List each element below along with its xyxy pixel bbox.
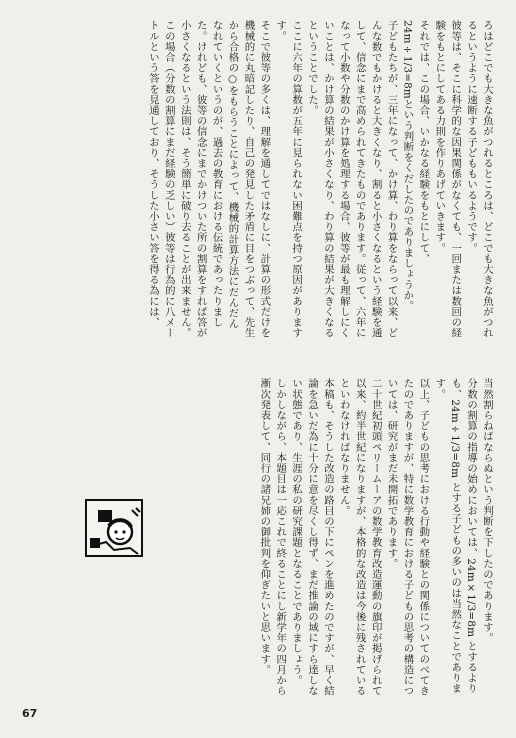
lower-paragraph: 分数の割算の指導の始めにおいては、24m×1/3=8m とするよりも、24m÷1/3=8m とする子どもの多いのは当然なことであります。 — [433, 378, 478, 694]
lower-paragraph: 当然割らねばならぬという判断を下したのであります。 — [481, 378, 493, 643]
upper-paragraph: それでは、この場合、いかなる経験をもとにして、24m÷1/3=8mという判断をくだしたのでありましょうか。 — [401, 20, 430, 311]
lower-paragraph: 本稿も、そうした改造の路目の下にペンを進めたのですが、早く結論を急いだ為に十分に意を尽くし得ず、まだ推論の域にすら達しない状態であり、生涯の私の研究課題となることでありましょう。 — [290, 378, 334, 696]
upper-paragraph: この場合（分数の割算にまだ経験の乏しい）彼等は行為的に八メートルという答を見通しており、そうした小さい答を得る為には、 — [146, 20, 175, 338]
page-number: 67 — [22, 707, 38, 720]
upper-paragraph: ろはどこでも大きな魚がつれるところは、どこでも大きな魚がつれるというように速断する子どももいるようです。 — [465, 20, 493, 338]
lower-paragraph: しかしながら、本題目は一応これで終ることにし新学年の四月から漸次発表して、同行の諸兄姉の御批判を仰ぎたいと思います。 — [258, 378, 287, 696]
lower-text-block — [194, 378, 494, 696]
child-illustration — [80, 496, 148, 562]
lower-paragraph: 以上、子どもの思考における行動や経験との関係についてのべてきたのでありますが、特に数学教育における子どもの思考の構造については、研究がまだ未開拓であります。 — [385, 378, 430, 696]
upper-paragraph: 子どもたちが、三年になって、かけ算、わり算をならって以来、どんな数でもかけると大きくなり、割ると小さくなるという経験を通して、信念にまで高められてきたものであります。従って、六年になって小数や分数のかけ算を処理する場合、彼等が最も理解しにくいことは、かけ算の結果が小さくなり、わり算の結果が大きくなるということでした。 — [306, 20, 398, 338]
upper-paragraph: 彼等は、そこに科学的な因果関係がなくても、一回または数回の経験をもとにしてある力則を作りあげていきます。 — [433, 20, 462, 338]
upper-text-block — [16, 20, 494, 338]
lower-paragraph: 二十世紀初頭ペリームーアの数学教育改造運動の旗印が掲げられて以来、約半世紀になりますが、本格的な改造は今後に残されているといわなければなりません。 — [337, 378, 382, 696]
upper-paragraph: そこで彼等の多くは、理解を通してではなしに、計算の形式だけを機械的に丸暗記したり、自己の発見した矛盾に目をつぶって、先生から合格の○をもらうことによって、機械的計算方法にだんだんなれていくというのが、過去の教育における伝統であったりました。けれども、彼等の信念にまでかけついた所の割算をすれば答が小さくなるという法則は、そう簡単に破り去ることが出来ません。 — [178, 20, 271, 338]
upper-paragraph: ここに六年の算数が五年に見られない困難点を持つ原因がありますす。 — [274, 20, 303, 338]
